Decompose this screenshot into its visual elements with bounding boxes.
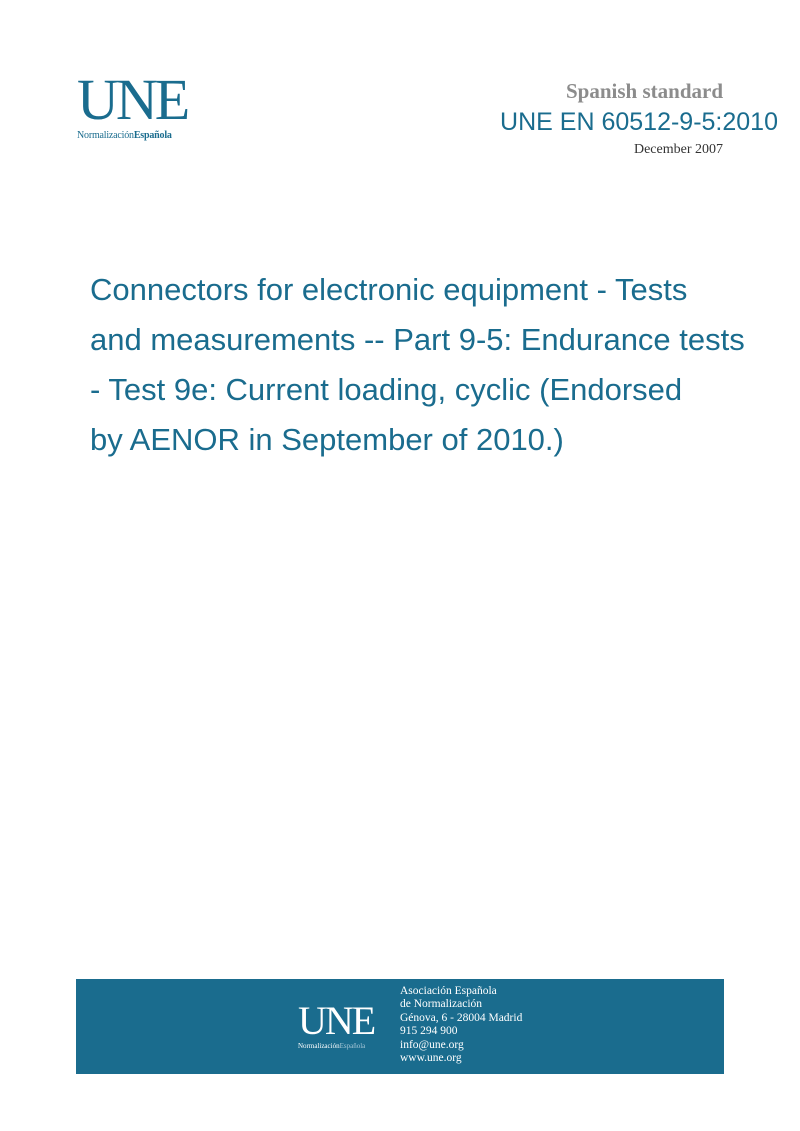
title-line: and measurements -- Part 9-5: Endurance tests (90, 322, 745, 357)
une-logo-mark: UNE (77, 67, 188, 132)
footer-logo-sub-bold: Española (339, 1042, 366, 1050)
une-logo (77, 67, 197, 141)
organization-name-cont: de Normalización (400, 998, 483, 1011)
website-link[interactable]: www.une.org (400, 1052, 462, 1065)
title-line: Connectors for electronic equipment - Tests (90, 272, 688, 307)
footer-logo-sub-light: Normalización (298, 1042, 340, 1050)
standard-kind: Spanish standard (566, 79, 723, 103)
street-address: Génova, 6 - 28004 Madrid (400, 1011, 523, 1024)
phone-number: 915 294 900 (400, 1025, 458, 1038)
standard-code: UNE EN 60512-9-5:2010 (500, 108, 778, 136)
organization-name: Asociación Española (400, 985, 497, 997)
footer-address (400, 985, 522, 1065)
title-line: by AENOR in September of 2010.) (90, 422, 564, 457)
email-address[interactable]: info@une.org (400, 1038, 464, 1051)
document-title (90, 265, 790, 465)
footer-band (76, 979, 724, 1074)
footer-une-logo (298, 998, 388, 1050)
logo-sub-light: Normalización (77, 130, 134, 141)
footer-logo-mark: UNE (298, 998, 375, 1043)
title-line: - Test 9e: Current loading, cyclic (Endorsed (90, 372, 683, 407)
logo-sub-bold: Española (133, 130, 172, 141)
standard-date: December 2007 (633, 142, 723, 157)
standard-header (500, 78, 778, 159)
footer-logo-subtitle (298, 1042, 388, 1050)
